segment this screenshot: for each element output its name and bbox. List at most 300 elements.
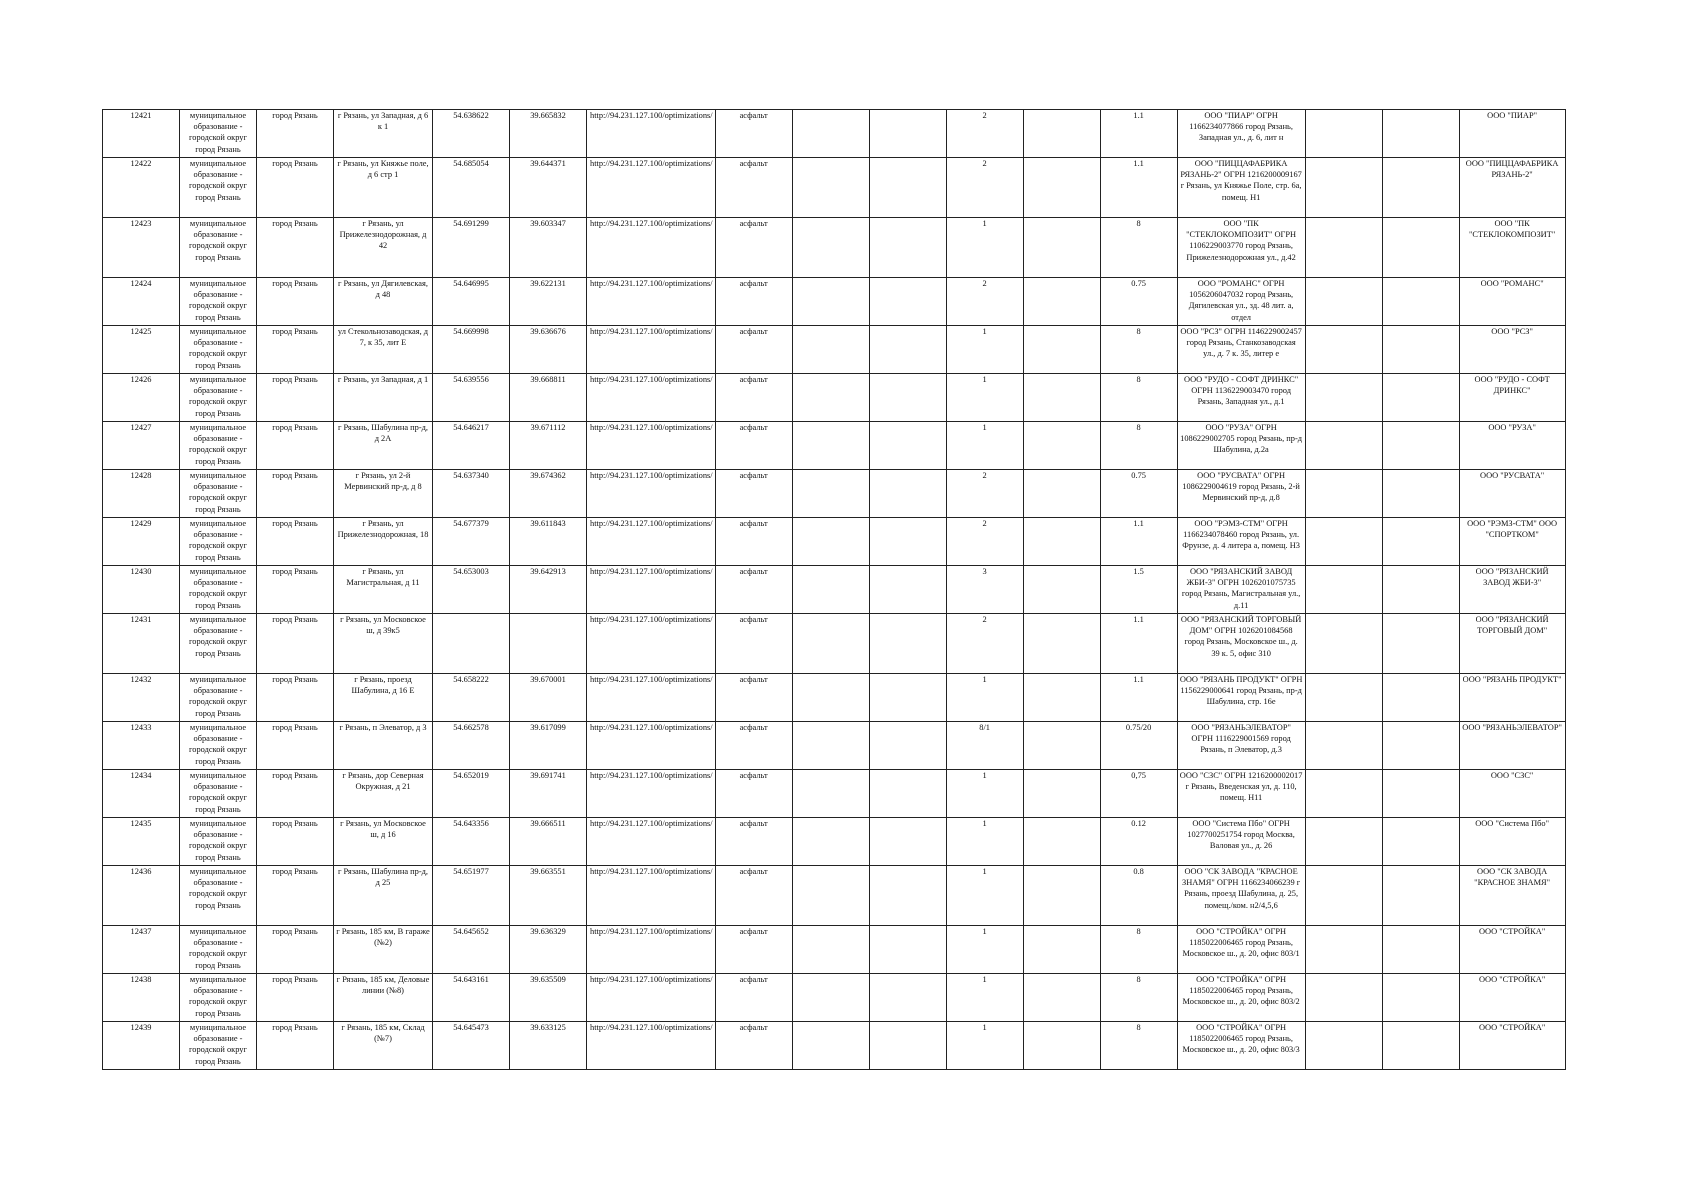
row-number: 12432 [103, 674, 180, 722]
registry-body [103, 110, 1566, 1070]
table-row [103, 278, 1566, 326]
source-cell: ООО "РУСВАТА" [1459, 470, 1565, 518]
empty-cell [1382, 926, 1459, 974]
municipality-cell: муниципальное образование - городской округ город Рязань [180, 218, 257, 278]
empty-cell [869, 1022, 946, 1070]
empty-cell [1382, 674, 1459, 722]
url-cell: http://94.231.127.100/optimizations/ [587, 926, 716, 974]
empty-cell [869, 158, 946, 218]
latitude-cell: 54.643161 [433, 974, 510, 1022]
latitude-cell: 54.652019 [433, 770, 510, 818]
surface-cell: асфальт [715, 566, 792, 614]
municipality-cell: муниципальное образование - городской округ город Рязань [180, 470, 257, 518]
source-cell: ООО "СЗС" [1459, 770, 1565, 818]
surface-cell: асфальт [715, 422, 792, 470]
container-count-cell: 3 [946, 566, 1023, 614]
container-count-cell: 1 [946, 1022, 1023, 1070]
latitude-cell: 54.646217 [433, 422, 510, 470]
address-cell: г Рязань, ул 2-й Мервинский пр-д, д 8 [334, 470, 433, 518]
url-cell: http://94.231.127.100/optimizations/ [587, 218, 716, 278]
table-row [103, 374, 1566, 422]
municipality-cell: муниципальное образование - городской округ город Рязань [180, 422, 257, 470]
owner-cell: ООО "РУДО - СОФТ ДРИНКС" ОГРН 1136229003470 город Рязань, Западная ул., д.1 [1177, 374, 1305, 422]
source-cell: ООО "ПИАР" [1459, 110, 1565, 158]
container-count-cell: 1 [946, 818, 1023, 866]
container-count-cell: 1 [946, 770, 1023, 818]
url-cell: http://94.231.127.100/optimizations/ [587, 974, 716, 1022]
volume-cell: 8 [1100, 974, 1177, 1022]
container-count-cell: 2 [946, 158, 1023, 218]
table-row [103, 470, 1566, 518]
longitude-cell: 39.671112 [510, 422, 587, 470]
table-row [103, 818, 1566, 866]
address-cell: ул Стекольнозаводская, д 7, к 35, лит Е [334, 326, 433, 374]
empty-cell [792, 974, 869, 1022]
longitude-cell: 39.603347 [510, 218, 587, 278]
empty-cell [1382, 1022, 1459, 1070]
table-row [103, 422, 1566, 470]
table-row [103, 770, 1566, 818]
volume-cell: 8 [1100, 218, 1177, 278]
municipality-cell: муниципальное образование - городской округ город Рязань [180, 158, 257, 218]
longitude-cell: 39.636676 [510, 326, 587, 374]
row-number: 12421 [103, 110, 180, 158]
source-cell: ООО "РСЗ" [1459, 326, 1565, 374]
url-cell: http://94.231.127.100/optimizations/ [587, 518, 716, 566]
volume-cell: 8 [1100, 374, 1177, 422]
empty-cell [1305, 218, 1382, 278]
empty-cell [792, 422, 869, 470]
url-cell: http://94.231.127.100/optimizations/ [587, 374, 716, 422]
volume-cell: 1.5 [1100, 566, 1177, 614]
municipality-cell: муниципальное образование - городской округ город Рязань [180, 374, 257, 422]
row-number: 12428 [103, 470, 180, 518]
row-number: 12430 [103, 566, 180, 614]
url-cell: http://94.231.127.100/optimizations/ [587, 722, 716, 770]
empty-cell [869, 326, 946, 374]
empty-cell [1023, 722, 1100, 770]
empty-cell [1382, 218, 1459, 278]
owner-cell: ООО "РУЗА" ОГРН 1086229002705 город Рязань, пр-д Шабулина, д.2а [1177, 422, 1305, 470]
owner-cell: ООО "СЗС" ОГРН 1216200002017 г Рязань, Введенская ул, д. 110, помещ. Н11 [1177, 770, 1305, 818]
empty-cell [1023, 218, 1100, 278]
empty-cell [1382, 866, 1459, 926]
container-count-cell: 8/1 [946, 722, 1023, 770]
empty-cell [1023, 1022, 1100, 1070]
city-cell: город Рязань [257, 326, 334, 374]
empty-cell [869, 866, 946, 926]
row-number: 12424 [103, 278, 180, 326]
surface-cell: асфальт [715, 326, 792, 374]
empty-cell [1023, 326, 1100, 374]
empty-cell [1023, 566, 1100, 614]
registry-table [102, 109, 1566, 1070]
municipality-cell: муниципальное образование - городской округ город Рязань [180, 674, 257, 722]
longitude-cell: 39.633125 [510, 1022, 587, 1070]
table-row [103, 326, 1566, 374]
empty-cell [1023, 374, 1100, 422]
empty-cell [1023, 770, 1100, 818]
address-cell: г Рязань, ул Западная, д 1 [334, 374, 433, 422]
empty-cell [869, 674, 946, 722]
longitude-cell: 39.668811 [510, 374, 587, 422]
longitude-cell: 39.670001 [510, 674, 587, 722]
city-cell: город Рязань [257, 422, 334, 470]
city-cell: город Рязань [257, 974, 334, 1022]
empty-cell [792, 614, 869, 674]
longitude-cell: 39.674362 [510, 470, 587, 518]
latitude-cell: 54.691299 [433, 218, 510, 278]
empty-cell [869, 926, 946, 974]
empty-cell [869, 818, 946, 866]
latitude-cell [433, 614, 510, 674]
empty-cell [869, 374, 946, 422]
surface-cell: асфальт [715, 470, 792, 518]
address-cell: г Рязань, ул Прижелезнодорожная, 18 [334, 518, 433, 566]
surface-cell: асфальт [715, 818, 792, 866]
empty-cell [792, 1022, 869, 1070]
owner-cell: ООО "РЯЗАНСКИЙ ЗАВОД ЖБИ-3" ОГРН 1026201075735 город Рязань, Магистральная ул., д.11 [1177, 566, 1305, 614]
table-row [103, 218, 1566, 278]
address-cell: г Рязань, 185 км, Деловые линии (№8) [334, 974, 433, 1022]
row-number: 12422 [103, 158, 180, 218]
empty-cell [1305, 374, 1382, 422]
surface-cell: асфальт [715, 374, 792, 422]
empty-cell [1023, 926, 1100, 974]
latitude-cell: 54.638622 [433, 110, 510, 158]
empty-cell [1023, 818, 1100, 866]
address-cell: г Рязань, ул Дягилевская, д 48 [334, 278, 433, 326]
owner-cell: ООО "СТРОЙКА" ОГРН 1185022006465 город Рязань, Московское ш., д. 20, офис 803/1 [1177, 926, 1305, 974]
latitude-cell: 54.651977 [433, 866, 510, 926]
url-cell: http://94.231.127.100/optimizations/ [587, 278, 716, 326]
longitude-cell: 39.642913 [510, 566, 587, 614]
volume-cell: 0.75 [1100, 470, 1177, 518]
empty-cell [1382, 518, 1459, 566]
table-row [103, 926, 1566, 974]
surface-cell: асфальт [715, 770, 792, 818]
surface-cell: асфальт [715, 278, 792, 326]
empty-cell [1023, 422, 1100, 470]
container-count-cell: 2 [946, 278, 1023, 326]
row-number: 12433 [103, 722, 180, 770]
owner-cell: ООО "РЯЗАНСКИЙ ТОРГОВЫЙ ДОМ" ОГРН 1026201084568 город Рязань, Московское ш., д. 39 к. 5, офис 310 [1177, 614, 1305, 674]
surface-cell: асфальт [715, 158, 792, 218]
longitude-cell: 39.611843 [510, 518, 587, 566]
empty-cell [1382, 818, 1459, 866]
empty-cell [1305, 470, 1382, 518]
row-number: 12437 [103, 926, 180, 974]
address-cell: г Рязань, ул Московское ш, д 39к5 [334, 614, 433, 674]
longitude-cell: 39.665832 [510, 110, 587, 158]
latitude-cell: 54.646995 [433, 278, 510, 326]
city-cell: город Рязань [257, 1022, 334, 1070]
surface-cell: асфальт [715, 974, 792, 1022]
empty-cell [1023, 158, 1100, 218]
empty-cell [1305, 1022, 1382, 1070]
empty-cell [792, 674, 869, 722]
container-count-cell: 1 [946, 866, 1023, 926]
city-cell: город Рязань [257, 518, 334, 566]
longitude-cell: 39.617099 [510, 722, 587, 770]
empty-cell [1382, 974, 1459, 1022]
address-cell: г Рязань, Шабулина пр-д, д 25 [334, 866, 433, 926]
source-cell: ООО "РОМАНС" [1459, 278, 1565, 326]
latitude-cell: 54.653003 [433, 566, 510, 614]
longitude-cell: 39.644371 [510, 158, 587, 218]
volume-cell: 8 [1100, 926, 1177, 974]
owner-cell: ООО "ПИЦЦАФАБРИКА РЯЗАНЬ-2" ОГРН 1216200009167 г Рязань, ул Княжье Поле, стр. 6а, помещ. Н1 [1177, 158, 1305, 218]
table-row [103, 1022, 1566, 1070]
volume-cell: 8 [1100, 422, 1177, 470]
municipality-cell: муниципальное образование - городской округ город Рязань [180, 770, 257, 818]
empty-cell [1305, 518, 1382, 566]
empty-cell [792, 218, 869, 278]
source-cell: ООО "ПИЦЦАФАБРИКА РЯЗАНЬ-2" [1459, 158, 1565, 218]
address-cell: г Рязань, ул Московское ш, д 16 [334, 818, 433, 866]
empty-cell [1023, 614, 1100, 674]
source-cell: ООО "РЯЗАНСКИЙ ЗАВОД ЖБИ-3" [1459, 566, 1565, 614]
table-row [103, 518, 1566, 566]
empty-cell [1382, 374, 1459, 422]
table-row [103, 866, 1566, 926]
address-cell: г Рязань, 185 км, Склад (№7) [334, 1022, 433, 1070]
municipality-cell: муниципальное образование - городской округ город Рязань [180, 110, 257, 158]
municipality-cell: муниципальное образование - городской округ город Рязань [180, 926, 257, 974]
url-cell: http://94.231.127.100/optimizations/ [587, 770, 716, 818]
source-cell: ООО "СТРОЙКА" [1459, 926, 1565, 974]
empty-cell [1305, 926, 1382, 974]
source-cell: ООО "РЯЗАНСКИЙ ТОРГОВЫЙ ДОМ" [1459, 614, 1565, 674]
table-row [103, 158, 1566, 218]
owner-cell: ООО "РЭМЗ-СТМ" ОГРН 1166234078460 город Рязань, ул. Фрунзе, д. 4 литера а, помещ. Н3 [1177, 518, 1305, 566]
url-cell: http://94.231.127.100/optimizations/ [587, 566, 716, 614]
empty-cell [1023, 278, 1100, 326]
surface-cell: асфальт [715, 674, 792, 722]
url-cell: http://94.231.127.100/optimizations/ [587, 866, 716, 926]
row-number: 12429 [103, 518, 180, 566]
city-cell: город Рязань [257, 770, 334, 818]
empty-cell [792, 326, 869, 374]
empty-cell [1305, 566, 1382, 614]
source-cell: ООО "Система Пбо" [1459, 818, 1565, 866]
city-cell: город Рязань [257, 818, 334, 866]
empty-cell [1305, 422, 1382, 470]
empty-cell [1382, 326, 1459, 374]
row-number: 12434 [103, 770, 180, 818]
latitude-cell: 54.643356 [433, 818, 510, 866]
url-cell: http://94.231.127.100/optimizations/ [587, 818, 716, 866]
url-cell: http://94.231.127.100/optimizations/ [587, 1022, 716, 1070]
latitude-cell: 54.637340 [433, 470, 510, 518]
container-count-cell: 2 [946, 614, 1023, 674]
owner-cell: ООО "ПК "СТЕКЛОКОМПОЗИТ" ОГРН 1106229003770 город Рязань, Прижелезнодорожная ул., д.42 [1177, 218, 1305, 278]
empty-cell [1023, 470, 1100, 518]
empty-cell [869, 518, 946, 566]
source-cell: ООО "РЭМЗ-СТМ" ООО "СПОРТКОМ" [1459, 518, 1565, 566]
latitude-cell: 54.639556 [433, 374, 510, 422]
empty-cell [792, 374, 869, 422]
city-cell: город Рязань [257, 158, 334, 218]
address-cell: г Рязань, дор Северная Окружная, д 21 [334, 770, 433, 818]
volume-cell: 1.1 [1100, 158, 1177, 218]
url-cell: http://94.231.127.100/optimizations/ [587, 614, 716, 674]
empty-cell [1382, 770, 1459, 818]
empty-cell [1305, 326, 1382, 374]
address-cell: г Рязань, ул Магистральная, д 11 [334, 566, 433, 614]
row-number: 12435 [103, 818, 180, 866]
table-row [103, 566, 1566, 614]
empty-cell [792, 470, 869, 518]
url-cell: http://94.231.127.100/optimizations/ [587, 674, 716, 722]
latitude-cell: 54.677379 [433, 518, 510, 566]
url-cell: http://94.231.127.100/optimizations/ [587, 110, 716, 158]
municipality-cell: муниципальное образование - городской округ город Рязань [180, 818, 257, 866]
empty-cell [869, 110, 946, 158]
surface-cell: асфальт [715, 926, 792, 974]
surface-cell: асфальт [715, 110, 792, 158]
empty-cell [1023, 674, 1100, 722]
longitude-cell: 39.635509 [510, 974, 587, 1022]
empty-cell [869, 470, 946, 518]
empty-cell [1023, 974, 1100, 1022]
volume-cell: 1.1 [1100, 614, 1177, 674]
empty-cell [1305, 674, 1382, 722]
volume-cell: 1.1 [1100, 518, 1177, 566]
owner-cell: ООО "РСЗ" ОГРН 1146229002457 город Рязань, Станкозаводская ул., д. 7 к. 35, литер е [1177, 326, 1305, 374]
empty-cell [1382, 158, 1459, 218]
volume-cell: 8 [1100, 326, 1177, 374]
container-count-cell: 2 [946, 518, 1023, 566]
empty-cell [869, 422, 946, 470]
longitude-cell: 39.691741 [510, 770, 587, 818]
empty-cell [869, 614, 946, 674]
owner-cell: ООО "СК ЗАВОДА "КРАСНОЕ ЗНАМЯ" ОГРН 1166234066239 г Рязань, проезд Шабулина, д. 25, помещ./ком. н2/4,5,6 [1177, 866, 1305, 926]
surface-cell: асфальт [715, 518, 792, 566]
empty-cell [1382, 110, 1459, 158]
empty-cell [869, 722, 946, 770]
empty-cell [792, 926, 869, 974]
owner-cell: ООО "СТРОЙКА" ОГРН 1185022006465 город Рязань, Московское ш., д. 20, офис 803/2 [1177, 974, 1305, 1022]
owner-cell: ООО "СТРОЙКА" ОГРН 1185022006465 город Рязань, Московское ш., д. 20, офис 803/3 [1177, 1022, 1305, 1070]
longitude-cell [510, 614, 587, 674]
source-cell: ООО "СТРОЙКА" [1459, 974, 1565, 1022]
volume-cell: 0.12 [1100, 818, 1177, 866]
longitude-cell: 39.666511 [510, 818, 587, 866]
container-count-cell: 2 [946, 470, 1023, 518]
container-count-cell: 1 [946, 218, 1023, 278]
row-number: 12427 [103, 422, 180, 470]
empty-cell [869, 974, 946, 1022]
municipality-cell: муниципальное образование - городской округ город Рязань [180, 974, 257, 1022]
container-count-cell: 2 [946, 110, 1023, 158]
row-number: 12423 [103, 218, 180, 278]
volume-cell: 0,75 [1100, 770, 1177, 818]
empty-cell [792, 722, 869, 770]
municipality-cell: муниципальное образование - городской округ город Рязань [180, 1022, 257, 1070]
empty-cell [792, 566, 869, 614]
longitude-cell: 39.622131 [510, 278, 587, 326]
municipality-cell: муниципальное образование - городской округ город Рязань [180, 518, 257, 566]
empty-cell [869, 278, 946, 326]
container-count-cell: 1 [946, 374, 1023, 422]
municipality-cell: муниципальное образование - городской округ город Рязань [180, 566, 257, 614]
url-cell: http://94.231.127.100/optimizations/ [587, 326, 716, 374]
empty-cell [1305, 278, 1382, 326]
row-number: 12426 [103, 374, 180, 422]
city-cell: город Рязань [257, 722, 334, 770]
empty-cell [792, 110, 869, 158]
municipality-cell: муниципальное образование - городской округ город Рязань [180, 866, 257, 926]
source-cell: ООО "СК ЗАВОДА "КРАСНОЕ ЗНАМЯ" [1459, 866, 1565, 926]
empty-cell [1305, 110, 1382, 158]
owner-cell: ООО "ПИАР" ОГРН 1166234077866 город Рязань, Западная ул., д. 6, лит н [1177, 110, 1305, 158]
address-cell: г Рязань, Шабулина пр-д, д 2А [334, 422, 433, 470]
table-row [103, 110, 1566, 158]
empty-cell [1023, 518, 1100, 566]
owner-cell: ООО "РОМАНС" ОГРН 1056206047032 город Рязань, Дягилевская ул., зд. 48 лит. а, отдел [1177, 278, 1305, 326]
empty-cell [1382, 278, 1459, 326]
municipality-cell: муниципальное образование - городской округ город Рязань [180, 722, 257, 770]
row-number: 12439 [103, 1022, 180, 1070]
municipality-cell: муниципальное образование - городской округ город Рязань [180, 278, 257, 326]
longitude-cell: 39.636329 [510, 926, 587, 974]
volume-cell: 0.75 [1100, 278, 1177, 326]
surface-cell: асфальт [715, 722, 792, 770]
surface-cell: асфальт [715, 1022, 792, 1070]
row-number: 12431 [103, 614, 180, 674]
empty-cell [792, 518, 869, 566]
municipality-cell: муниципальное образование - городской округ город Рязань [180, 614, 257, 674]
container-count-cell: 1 [946, 326, 1023, 374]
empty-cell [792, 158, 869, 218]
address-cell: г Рязань, проезд Шабулина, д 16 Е [334, 674, 433, 722]
city-cell: город Рязань [257, 566, 334, 614]
empty-cell [792, 278, 869, 326]
empty-cell [1382, 614, 1459, 674]
empty-cell [1023, 866, 1100, 926]
city-cell: город Рязань [257, 614, 334, 674]
empty-cell [1305, 770, 1382, 818]
city-cell: город Рязань [257, 278, 334, 326]
table-row [103, 974, 1566, 1022]
empty-cell [792, 770, 869, 818]
row-number: 12425 [103, 326, 180, 374]
city-cell: город Рязань [257, 110, 334, 158]
empty-cell [869, 770, 946, 818]
volume-cell: 1.1 [1100, 110, 1177, 158]
row-number: 12436 [103, 866, 180, 926]
empty-cell [1305, 866, 1382, 926]
volume-cell: 8 [1100, 1022, 1177, 1070]
source-cell: ООО "РУДО - СОФТ ДРИНКС" [1459, 374, 1565, 422]
table-row [103, 722, 1566, 770]
url-cell: http://94.231.127.100/optimizations/ [587, 422, 716, 470]
source-cell: ООО "РЯЗАНЬЭЛЕВАТОР" [1459, 722, 1565, 770]
address-cell: г Рязань, п Элеватор, д 3 [334, 722, 433, 770]
owner-cell: ООО "РЯЗАНЬЭЛЕВАТОР" ОГРН 1116229001569 город Рязань, п Элеватор, д.3 [1177, 722, 1305, 770]
city-cell: город Рязань [257, 674, 334, 722]
url-cell: http://94.231.127.100/optimizations/ [587, 470, 716, 518]
municipality-cell: муниципальное образование - городской округ город Рязань [180, 326, 257, 374]
source-cell: ООО "РЯЗАНЬ ПРОДУКТ" [1459, 674, 1565, 722]
source-cell: ООО "СТРОЙКА" [1459, 1022, 1565, 1070]
empty-cell [869, 218, 946, 278]
address-cell: г Рязань, ул Прижелезнодорожная, д 42 [334, 218, 433, 278]
url-cell: http://94.231.127.100/optimizations/ [587, 158, 716, 218]
source-cell: ООО "ПК "СТЕКЛОКОМПОЗИТ" [1459, 218, 1565, 278]
row-number: 12438 [103, 974, 180, 1022]
